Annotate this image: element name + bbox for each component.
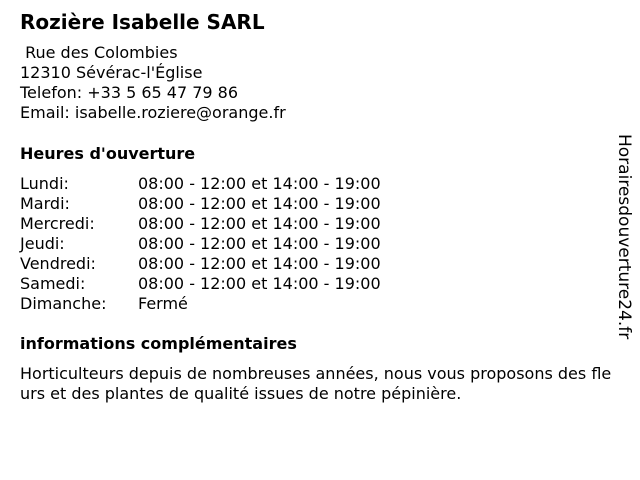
day-label: Samedi:: [20, 274, 86, 293]
day-label: Mardi:: [20, 194, 70, 213]
day-hours: 08:00 - 12:00 et 14:00 - 19:00: [138, 234, 381, 253]
email-line: Email: isabelle.roziere@orange.fr: [20, 103, 286, 122]
business-name: Rozière Isabelle SARL: [20, 10, 265, 34]
day-hours: 08:00 - 12:00 et 14:00 - 19:00: [138, 214, 381, 233]
watermark-text: Horairesdouverture24.fr: [614, 134, 634, 340]
additional-info-heading: informations complémentaires: [20, 334, 297, 353]
opening-hours-heading: Heures d'ouverture: [20, 144, 196, 163]
day-hours: 08:00 - 12:00 et 14:00 - 19:00: [138, 174, 381, 193]
street-address: Rue des Colombies: [20, 43, 178, 62]
postal-city: 12310 Sévérac-l'Église: [20, 63, 203, 82]
day-label: Lundi:: [20, 174, 69, 193]
day-label: Jeudi:: [20, 234, 65, 253]
additional-info-text: Horticulteurs depuis de nombreuses années, nous vous proposons des fleurs et des plantes de qualité issues de notre pépinière.: [20, 364, 612, 403]
phone-line: Telefon: +33 5 65 47 79 86: [20, 83, 239, 102]
day-label: Dimanche:: [20, 294, 107, 313]
day-hours: 08:00 - 12:00 et 14:00 - 19:00: [138, 274, 381, 293]
day-label: Mercredi:: [20, 214, 95, 233]
contact-block: [20, 43, 286, 123]
day-label: Vendredi:: [20, 254, 96, 273]
day-hours: Fermé: [138, 294, 188, 313]
day-hours: 08:00 - 12:00 et 14:00 - 19:00: [138, 194, 381, 213]
site-watermark: [612, 134, 636, 346]
day-hours: 08:00 - 12:00 et 14:00 - 19:00: [138, 254, 381, 273]
